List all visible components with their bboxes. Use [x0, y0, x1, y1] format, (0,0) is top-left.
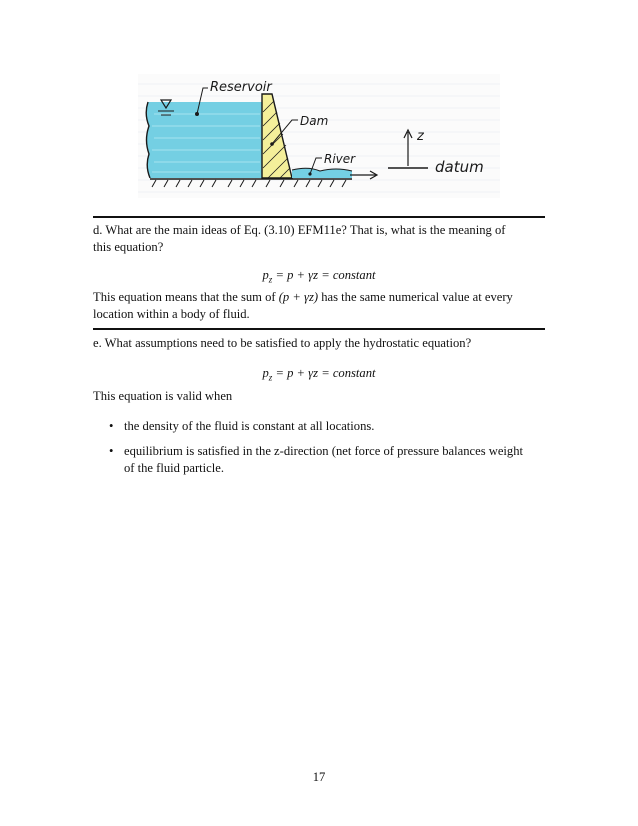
intro-e: This equation is valid when [93, 389, 233, 403]
section-divider-e [93, 328, 545, 330]
equation-d-rhs: = p + γz = constant [275, 268, 376, 282]
equation-e-subscript: z [268, 372, 273, 383]
equation-d-lhs: p [262, 268, 269, 282]
dam-label: Dam [300, 114, 329, 128]
z-label: z [417, 129, 424, 144]
bullet-icon: • [109, 444, 114, 458]
page-number: 17 [312, 770, 326, 784]
question-d-line1: d. What are the main ideas of Eq. (3.10) EFM11e? That is, what is the meaning of [93, 223, 506, 237]
dam-reservoir-sketch [138, 74, 500, 198]
river-label: River [324, 152, 356, 166]
equation-e-lhs: p [262, 366, 269, 380]
equation-e [93, 366, 545, 383]
equation-d-subscript: z [268, 274, 273, 285]
answer-d-line1 [93, 289, 545, 306]
answer-d-math: (p + γz) [278, 290, 319, 304]
question-e: e. What assumptions need to be satisfied to apply the hydrostatic equation? [93, 336, 472, 350]
reservoir-water [146, 102, 264, 178]
answer-d-post: has the same numerical value at every [318, 290, 513, 304]
question-d-line2: this equation? [93, 240, 164, 254]
section-divider-d [93, 216, 545, 218]
bullet-text-2-line2: of the fluid particle. [124, 461, 225, 475]
list-item [109, 418, 545, 435]
reservoir-label: Reservoir [210, 80, 272, 95]
answer-d [93, 289, 545, 323]
bullet-icon: • [109, 419, 114, 433]
equation-d [93, 268, 545, 285]
answer-d-line2: location within a body of fluid. [93, 307, 250, 321]
datum-label: datum [435, 158, 484, 176]
list-item [109, 443, 545, 477]
equation-e-rhs: = p + γz = constant [275, 366, 376, 380]
question-d [93, 222, 545, 256]
bullet-text-2-line1: equilibrium is satisfied in the z-direction (net force of pressure balances weight [124, 444, 524, 458]
answer-d-pre: This equation means that the sum of [93, 290, 279, 304]
bullet-text-1: the density of the fluid is constant at all locations. [124, 419, 375, 433]
